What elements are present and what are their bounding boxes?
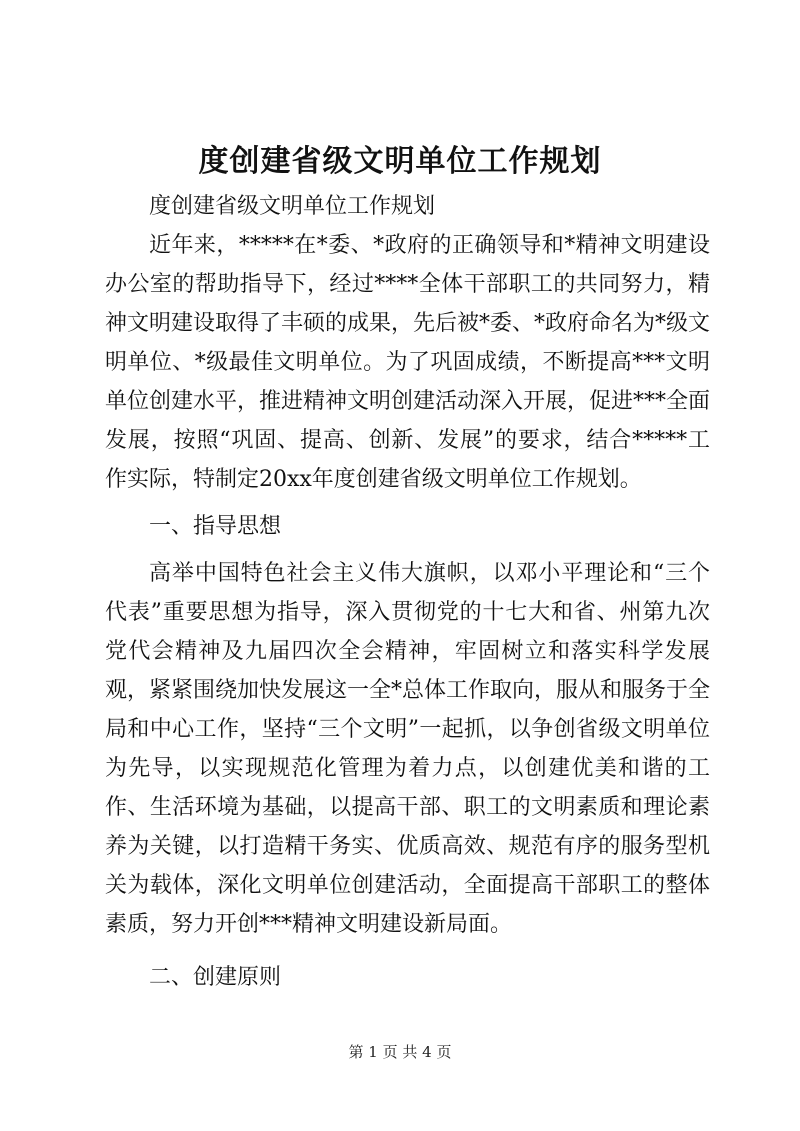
guiding-ideology-paragraph: 高举中国特色社会主义伟大旗帜，以邓小平理论和“三个代表”重要思想为指导，深入贯彻党的十七大和省、州第九次党代会精神及九届四次全会精神，牢固树立和落实科学发展观，紧紧围绕加快发展这一全*总体工作取向，服从和服务于全局和中心工作，坚持“三个文明”一起抓，以争创省级文明单位为先导，以实现规范化管理为着力点，以创建优美和谐的工作、生活环境为基础，以提高干部、职工的文明素质和理论素养为关键，以打造精干务实、优质高效、规范有序的服务型机关为载体，深化文明单位创建活动，全面提高干部职工的整体素质，努力开创***精神文明建设新局面。 [105, 561, 711, 937]
document-subtitle: 度创建省级文明单位工作规划 [149, 194, 436, 219]
document-title: 度创建省级文明单位工作规划 [198, 144, 602, 179]
spacer [105, 499, 710, 507]
spacer [105, 944, 710, 958]
document-body [105, 187, 710, 997]
section-heading-guiding-ideology: 一、指导思想 [149, 514, 282, 539]
spacer [105, 546, 710, 554]
page-number-footer: 第 1 页 共 4 页 [348, 1043, 452, 1061]
section-heading-creation-principles: 二、创建原则 [149, 965, 282, 990]
intro-paragraph: 近年来，*****在*委、*政府的正确领导和*精神文明建设办公室的帮助指导下，经过****全体干部职工的共同努力，精神文明建设取得了丰硕的成果，先后被*委、*政府命名为*级文明单位、*级最佳文明单位。为了巩固成绩，不断提高***文明单位创建水平，推进精神文明创建活动深入开展，促进***全面发展，按照“巩固、提高、创新、发展”的要求，结合*****工作实际，特制定20xx年度创建省级文明单位工作规划。 [105, 233, 711, 492]
